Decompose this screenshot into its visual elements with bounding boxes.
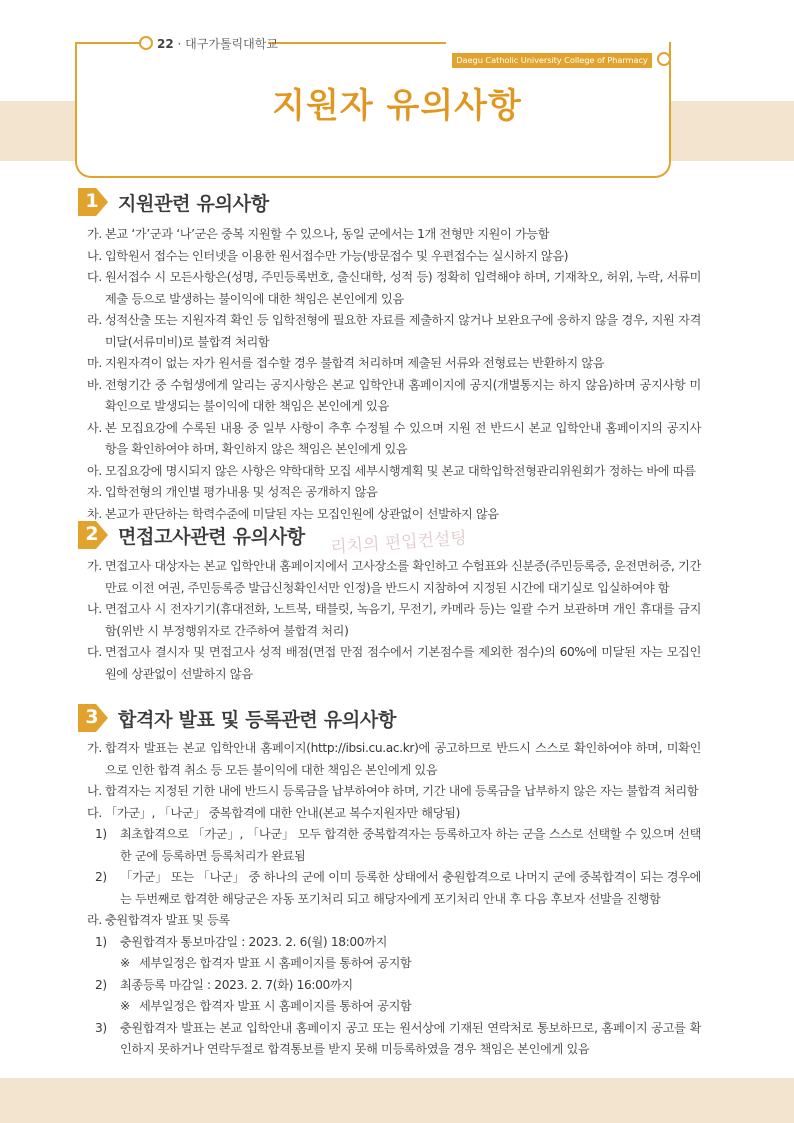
list-item <box>87 461 701 483</box>
sub-list-item <box>87 824 701 867</box>
item-text: 합격자는 지정된 기한 내에 반드시 등록금을 납부하여야 하며, 기간 내에 등록금을 납부하지 않은 자는 불합격 처리함 <box>105 784 699 798</box>
sub-list-item <box>87 1018 701 1061</box>
item-text: 입학원서 접수는 인터넷을 이용한 원서접수만 가능(방문접수 및 우편접수는 실시하지 않음) <box>105 248 569 263</box>
item-text: 「가군」 또는 「나군」 중 하나의 군에 이미 등록한 상태에서 충원합격으로 나머지 군에 중복합격이 되는 경우에는 두번째로 합격한 해당군은 자동 포기처리 되고 해당자에게 포기처리 안내 후 다음 후보자 선발을 진행함 <box>120 870 701 906</box>
item-text: 전형기간 중 수험생에게 알리는 공지사항은 본교 입학안내 홈페이지에 공지(개별통지는 하지 않음)하며 공지사항 미확인으로 발생되는 불이익에 대한 책임은 본인에게 있음 <box>105 377 701 413</box>
section-heading-3 <box>78 704 396 732</box>
list-item <box>87 375 701 418</box>
section-heading-1 <box>78 188 269 216</box>
item-text: 본교 ‘가’군과 ‘나’군은 중복 지원할 수 있으나, 동일 군에서는 1개 전형만 지원이 가능함 <box>105 227 550 241</box>
item-text: 원서접수 시 모든사항은(성명, 주민등록번호, 출신대학, 성적 등) 정확히 입력해야 하며, 기재착오, 허위, 누락, 서류미제출 등으로 발생하는 불이익에 대한 책임은 본인에게 있음 <box>105 270 701 306</box>
item-marker: 사. <box>87 420 102 435</box>
header-dot-icon <box>139 36 153 50</box>
item-marker: 나. <box>87 784 102 798</box>
item-marker: 라. <box>87 913 102 927</box>
item-marker: 자. <box>87 485 102 499</box>
item-marker: 바. <box>87 377 102 392</box>
item-text: 입학전형의 개인별 평가내용 및 성적은 공개하지 않음 <box>105 485 378 499</box>
section-title: 면접고사관련 유의사항 <box>118 525 305 548</box>
section-2-items <box>87 556 701 685</box>
item-text: 성적산출 또는 지원자격 확인 등 입학전형에 필요한 자료를 제출하지 않거나 보완요구에 응하지 않을 경우, 지원 자격미달(서류미비)로 불합격 처리함 <box>105 313 701 349</box>
item-marker: ※ <box>120 956 130 970</box>
item-text: 충원합격자 통보마감일 : 2023. 2. 6(월) 18:00까지 <box>120 934 388 949</box>
frame-line <box>268 42 446 44</box>
item-marker: ※ <box>120 999 130 1013</box>
college-tag: Daegu Catholic University College of Pharmacy <box>452 53 652 68</box>
note-item <box>87 996 701 1018</box>
item-marker: 가. <box>87 227 102 241</box>
frame-line <box>75 42 139 44</box>
item-marker: 다. <box>87 645 102 659</box>
list-item <box>87 310 701 353</box>
watermark: 리치의 편입컨설팅 <box>329 528 468 558</box>
page-header: 22 · 대구가톨릭대학교 <box>157 37 278 51</box>
section-1-items <box>87 224 701 525</box>
page-number: 22 <box>157 37 174 51</box>
item-marker: 가. <box>87 741 102 755</box>
item-marker: 마. <box>87 356 102 370</box>
item-marker: 차. <box>87 506 102 521</box>
list-item <box>87 418 701 461</box>
page-title: 지원자 유의사항 <box>272 86 522 126</box>
list-item <box>87 246 701 268</box>
section-title: 지원관련 유의사항 <box>118 192 269 215</box>
bottom-band <box>0 1078 794 1123</box>
sub-list-item <box>87 975 701 997</box>
list-item <box>87 353 701 375</box>
item-marker: 다. <box>87 805 102 820</box>
list-item <box>87 803 701 825</box>
section-3-items <box>87 738 701 1061</box>
list-item <box>87 267 701 310</box>
item-text: 모집요강에 명시되지 않은 사항은 약학대학 모집 세부시행계획 및 본교 대학입학전형관리위원회가 정하는 바에 따름 <box>105 463 696 478</box>
list-item <box>87 781 701 803</box>
list-item <box>87 556 701 599</box>
item-marker: 3) <box>95 1020 107 1035</box>
sub-list-item <box>87 932 701 954</box>
section-number-badge: 3 <box>78 704 108 732</box>
item-text: 충원합격자 발표 및 등록 <box>105 913 230 927</box>
list-item <box>87 224 701 246</box>
section-number-badge: 2 <box>78 521 108 549</box>
item-text: 면접고사 대상자는 본교 입학안내 홈페이지에서 고사장소를 확인하고 수험표와 신분증(주민등록증, 운전면허증, 기간만료 이전 여권, 주민등록증 발급신청확인서만 인정)을 반드시 지참하여 지정된 시간에 대기실로 입실하여야 함 <box>105 559 701 595</box>
item-marker: 1) <box>95 827 107 841</box>
item-text: 지원자격이 없는 자가 원서를 접수할 경우 불합격 처리하며 제출된 서류와 전형료는 반환하지 않음 <box>105 356 605 370</box>
item-text: 세부일정은 합격자 발표 시 홈페이지를 통하여 공지함 <box>139 956 412 970</box>
sub-list-item <box>87 867 701 910</box>
header-dot-icon <box>657 52 671 66</box>
item-text: 면접고사 결시자 및 면접고사 성적 배점(면접 만점 점수에서 기본점수를 제외한 점수)의 60%에 미달된 자는 모집인원에 상관없이 선발하지 않음 <box>105 645 701 681</box>
item-marker: 다. <box>87 270 102 284</box>
item-text: 면접고사 시 전자기기(휴대전화, 노트북, 태블릿, 녹음기, 무전기, 카메라 등)는 일괄 수거 보관하며 개인 휴대를 금지함(위반 시 부정행위자로 간주하여 불합격 처리) <box>105 602 701 638</box>
item-text: 「가군」, 「나군」 중복합격에 대한 안내(본교 복수지원자만 해당됨) <box>105 805 460 820</box>
list-item <box>87 599 701 642</box>
item-marker: 아. <box>87 463 102 478</box>
item-marker: 2) <box>95 977 107 992</box>
item-marker: 나. <box>87 248 102 263</box>
item-marker: 2) <box>95 870 107 884</box>
list-item <box>87 642 701 685</box>
item-text: 합격자 발표는 본교 입학안내 홈페이지(http://ibsi.cu.ac.kr)에 공고하므로 반드시 스스로 확인하여야 하며, 미확인으로 인한 합격 취소 등 모든 불이익에 대한 책임은 본인에게 있음 <box>105 741 701 777</box>
item-text: 본 모집요강에 수록된 내용 중 일부 사항이 추후 수정될 수 있으며 지원 전 반드시 본교 입학안내 홈페이지의 공지사항을 확인하여야 하며, 확인하지 않은 책임은 본인에게 있음 <box>105 420 701 456</box>
item-marker: 1) <box>95 934 107 949</box>
item-text: 본교가 판단하는 학력수준에 미달된 자는 모집인원에 상관없이 선발하지 않음 <box>105 506 499 521</box>
item-text: 세부일정은 합격자 발표 시 홈페이지를 통하여 공지함 <box>139 999 412 1013</box>
item-text: 충원합격자 발표는 본교 입학안내 홈페이지 공고 또는 원서상에 기재된 연락처로 통보하므로, 홈페이지 공고를 확인하지 못하거나 연락두절로 합격통보를 받지 못해 미등록하였을 경우 책임은 본인에게 있음 <box>120 1020 701 1056</box>
list-item <box>87 738 701 781</box>
section-number-badge: 1 <box>78 188 108 216</box>
item-marker: 나. <box>87 602 102 616</box>
item-marker: 라. <box>87 313 102 327</box>
section-heading-2 <box>78 521 305 549</box>
item-text: 최종등록 마감일 : 2023. 2. 7(화) 16:00까지 <box>120 977 353 992</box>
list-item <box>87 482 701 504</box>
note-item <box>87 953 701 975</box>
school-name: 대구가톨릭대학교 <box>185 37 278 51</box>
item-text: 최초합격으로 「가군」, 「나군」 모두 합격한 중복합격자는 등록하고자 하는 군을 스스로 선택할 수 있으며 선택한 군에 등록하면 등록처리가 완료됨 <box>120 827 701 863</box>
item-marker: 가. <box>87 559 102 573</box>
list-item <box>87 910 701 932</box>
section-title: 합격자 발표 및 등록관련 유의사항 <box>118 708 397 731</box>
